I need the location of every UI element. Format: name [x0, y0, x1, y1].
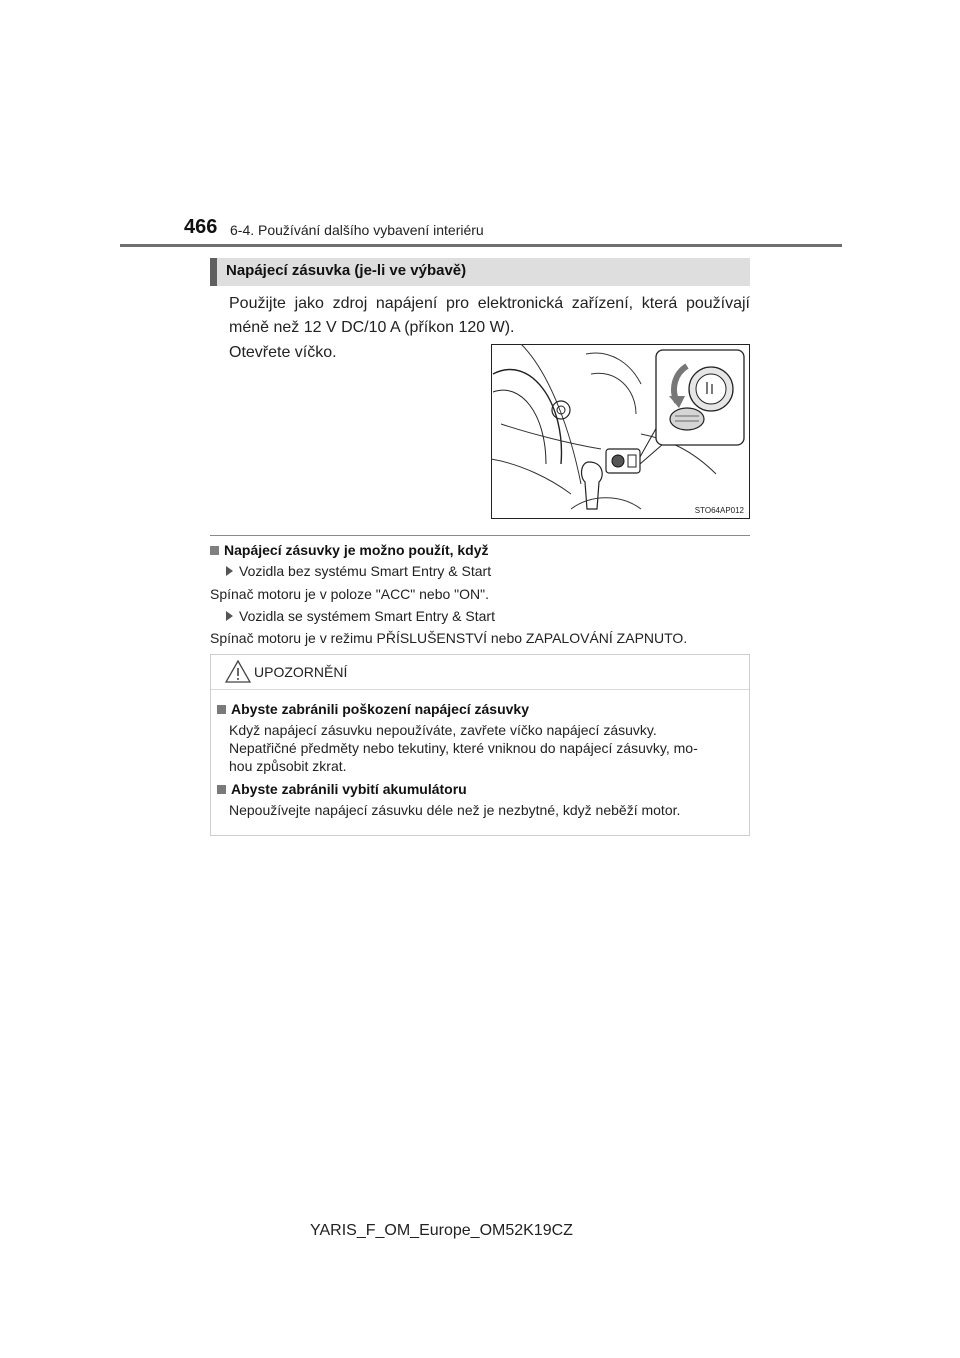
section-title-bar	[210, 258, 217, 286]
header-divider	[120, 244, 842, 247]
caution-item-text	[229, 721, 739, 775]
caution-item-heading-text: Abyste zabránili poškození napájecí zásuvky	[231, 701, 529, 717]
section-title-text: Napájecí zásuvka (je-li ve výbavě)	[226, 262, 467, 279]
triangle-bullet-icon	[226, 611, 233, 621]
figure-code: STO64AP012	[694, 506, 744, 515]
caution-text-line: hou způsobit zkrat.	[229, 758, 347, 774]
page-number: 466	[184, 216, 218, 238]
triangle-bullet-icon	[226, 566, 233, 576]
note-condition-text: Spínač motoru je v poloze "ACC" nebo "ON".	[210, 586, 490, 602]
note-condition-label-text: Vozidla bez systému Smart Entry & Start	[239, 563, 492, 579]
caution-item-heading-text: Abyste zabránili vybití akumulátoru	[231, 781, 467, 797]
power-outlet-illustration	[491, 344, 750, 519]
square-bullet-icon	[217, 785, 226, 794]
caution-text-line: Nepatřičné předměty nebo tekutiny, které vniknou do napájecí zásuvky, mo-	[229, 740, 698, 756]
caution-text-line: Nepoužívejte napájecí zásuvku déle než je nezbytné, když neběží motor.	[229, 802, 681, 818]
section-title	[210, 258, 750, 286]
caution-item-heading	[217, 701, 529, 717]
square-bullet-icon	[210, 546, 219, 555]
step-text: Otevřete víčko.	[229, 344, 337, 361]
note-condition-label-text: Vozidla se systémem Smart Entry & Start	[239, 608, 495, 624]
note-heading-text: Napájecí zásuvky je možno použít, když	[224, 542, 489, 558]
caution-text-line: Když napájecí zásuvku nepoužíváte, zavřete víčko napájecí zásuvky.	[229, 722, 657, 738]
caution-item-heading	[217, 781, 467, 797]
caution-header	[211, 655, 749, 690]
note-heading	[210, 542, 489, 558]
note-condition-text: Spínač motoru je v režimu PŘÍSLUŠENSTVÍ nebo ZAPALOVÁNÍ ZAPNUTO.	[210, 630, 688, 646]
chapter-title: 6-4. Používání dalšího vybavení interiéru	[230, 222, 484, 238]
caution-item-text	[229, 801, 739, 819]
note-condition-label	[226, 563, 491, 579]
intro-paragraph: Použijte jako zdroj napájení pro elektronická zařízení, která používají méně než 12 V DC/10 A (příkon 120 W).	[229, 295, 750, 336]
warning-triangle-icon	[225, 660, 251, 683]
caution-box	[210, 654, 750, 836]
note-condition-label	[226, 608, 495, 624]
document-id: YARIS_F_OM_Europe_OM52K19CZ	[310, 1222, 573, 1239]
square-bullet-icon	[217, 705, 226, 714]
caution-title: UPOZORNĚNÍ	[254, 664, 348, 680]
section-divider	[210, 535, 750, 536]
